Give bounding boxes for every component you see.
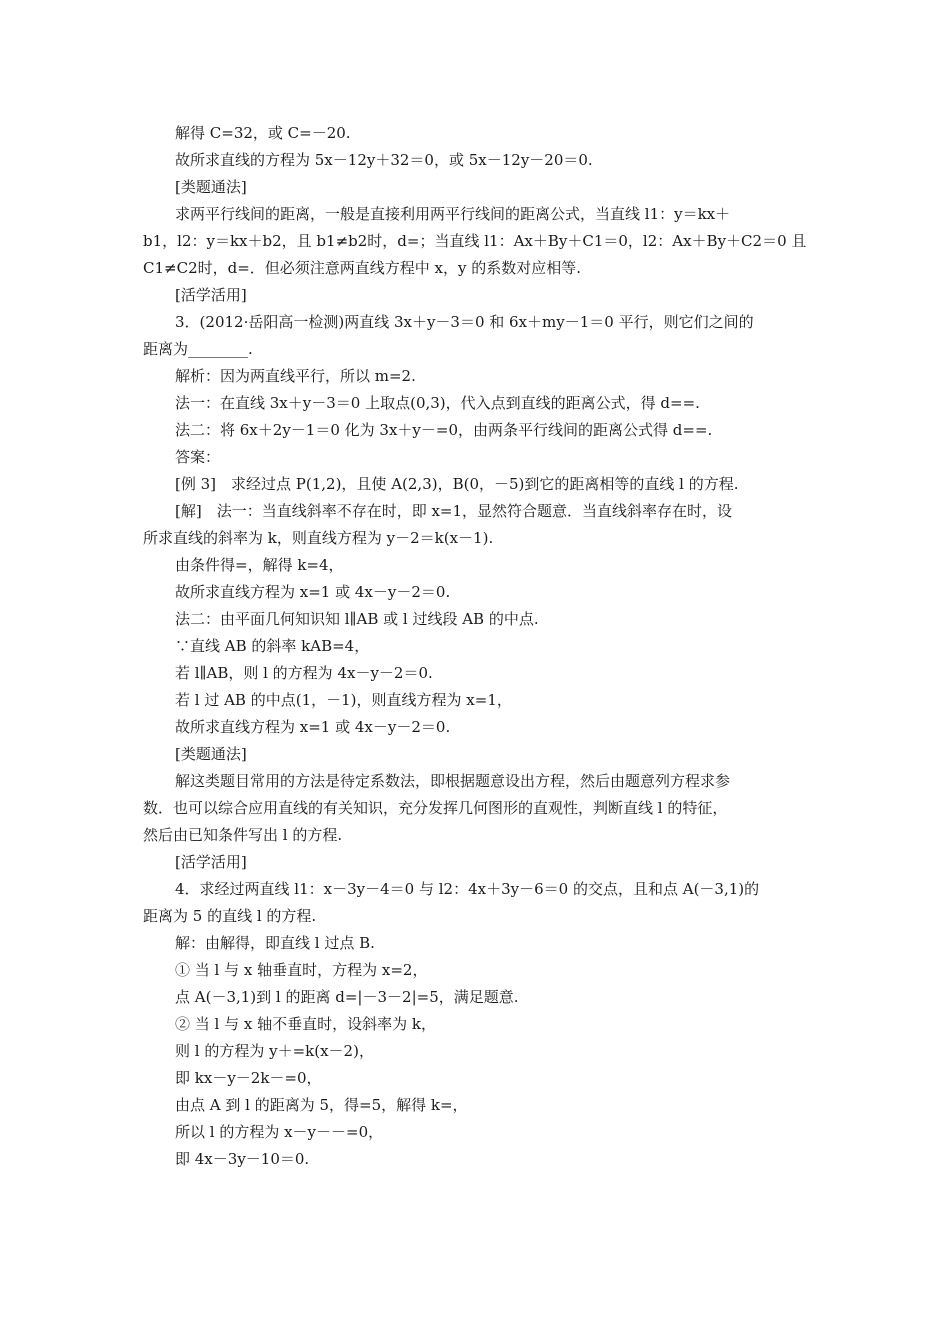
text-line: ② 当 l 与 x 轴不垂直时，设斜率为 k， (175, 1015, 436, 1033)
section-heading: [活学活用] (175, 286, 247, 304)
text-line: 法二：将 6x＋2y－1＝0 化为 3x＋y－=0，由两条平行线间的距离公式得 d==. (175, 421, 713, 439)
text-line: 法二：由平面几何知识知 l∥AB 或 l 过线段 AB 的中点. (175, 610, 539, 628)
text-line: 故所求直线的方程为 5x－12y＋32＝0，或 5x－12y－20＝0. (175, 151, 593, 169)
text-line: 若 l∥AB，则 l 的方程为 4x－y－2＝0. (175, 664, 433, 682)
text-line: 解得 C=32，或 C=－20. (175, 124, 351, 142)
text-line: 故所求直线方程为 x=1 或 4x－y－2＝0. (175, 718, 451, 736)
text-line: 4．求经过两直线 l1：x－3y－4＝0 与 l2：4x＋3y－6＝0 的交点，且和点 A(－3,1)的 (175, 880, 760, 898)
text-line: 求两平行线间的距离，一般是直接利用两平行线间的距离公式，当直线 l1：y＝kx＋ (175, 205, 731, 223)
text-line: 点 A(－3,1)到 l 的距离 d=|－3－2|=5，满足题意. (175, 988, 519, 1006)
text-line: 由条件得=，解得 k=4， (175, 556, 344, 574)
section-heading: [类题通法] (175, 178, 247, 196)
text-line: 法一：在直线 3x＋y－3＝0 上取点(0,3)，代入点到直线的距离公式，得 d==. (175, 394, 700, 412)
text-line: ∵直线 AB 的斜率 kAB=4， (175, 637, 370, 655)
text-line: 则 l 的方程为 y＋=k(x－2)， (175, 1042, 374, 1060)
section-heading: [活学活用] (175, 853, 247, 871)
text-line: 即 4x－3y－10＝0. (175, 1150, 310, 1168)
text-line: 距离为________. (143, 340, 253, 358)
text-line: C1≠C2时，d=．但必须注意两直线方程中 x，y 的系数对应相等. (143, 259, 582, 277)
text-line: 解：由解得，即直线 l 过点 B. (175, 934, 375, 952)
text-line: 答案： (175, 448, 221, 466)
section-heading: [类题通法] (175, 745, 247, 763)
text-line: 3．(2012·岳阳高一检测)两直线 3x＋y－3＝0 和 6x＋my－1＝0 平行，则它们之间的 (175, 313, 754, 331)
text-line: 解这类题目常用的方法是待定系数法，即根据题意设出方程，然后由题意列方程求参 (175, 772, 731, 790)
text-line: 数．也可以综合应用直线的有关知识，充分发挥几何图形的直观性，判断直线 l 的特征， (143, 799, 728, 817)
text-line: 所以 l 的方程为 x－y－－=0， (175, 1123, 384, 1141)
text-line: ① 当 l 与 x 轴垂直时，方程为 x=2， (175, 961, 428, 979)
text-line: b1，l2：y＝kx＋b2，且 b1≠b2时，d=；当直线 l1：Ax＋By＋C1＝0，l2：Ax＋By＋C2＝0 且 (143, 232, 807, 250)
text-line: 距离为 5 的直线 l 的方程. (143, 907, 317, 925)
text-line: 若 l 过 AB 的中点(1，－1)，则直线方程为 x=1， (175, 691, 512, 709)
text-line: 解析：因为两直线平行，所以 m=2. (175, 367, 416, 385)
text-line: 由点 A 到 l 的距离为 5，得=5，解得 k=， (175, 1096, 468, 1114)
example-heading: [例 3] 求经过点 P(1,2)，且使 A(2,3)，B(0，－5)到它的距离相等的直线 l 的方程. (175, 475, 739, 493)
text-line: 故所求直线方程为 x=1 或 4x－y－2＝0. (175, 583, 451, 601)
text-line: 即 kx－y－2k－=0， (175, 1069, 322, 1087)
text-line: [解] 法一：当直线斜率不存在时，即 x=1，显然符合题意．当直线斜率存在时，设 (175, 502, 733, 520)
text-line: 然后由已知条件写出 l 的方程. (143, 826, 343, 844)
text-line: 所求直线的斜率为 k，则直线方程为 y－2＝k(x－1). (143, 529, 494, 547)
